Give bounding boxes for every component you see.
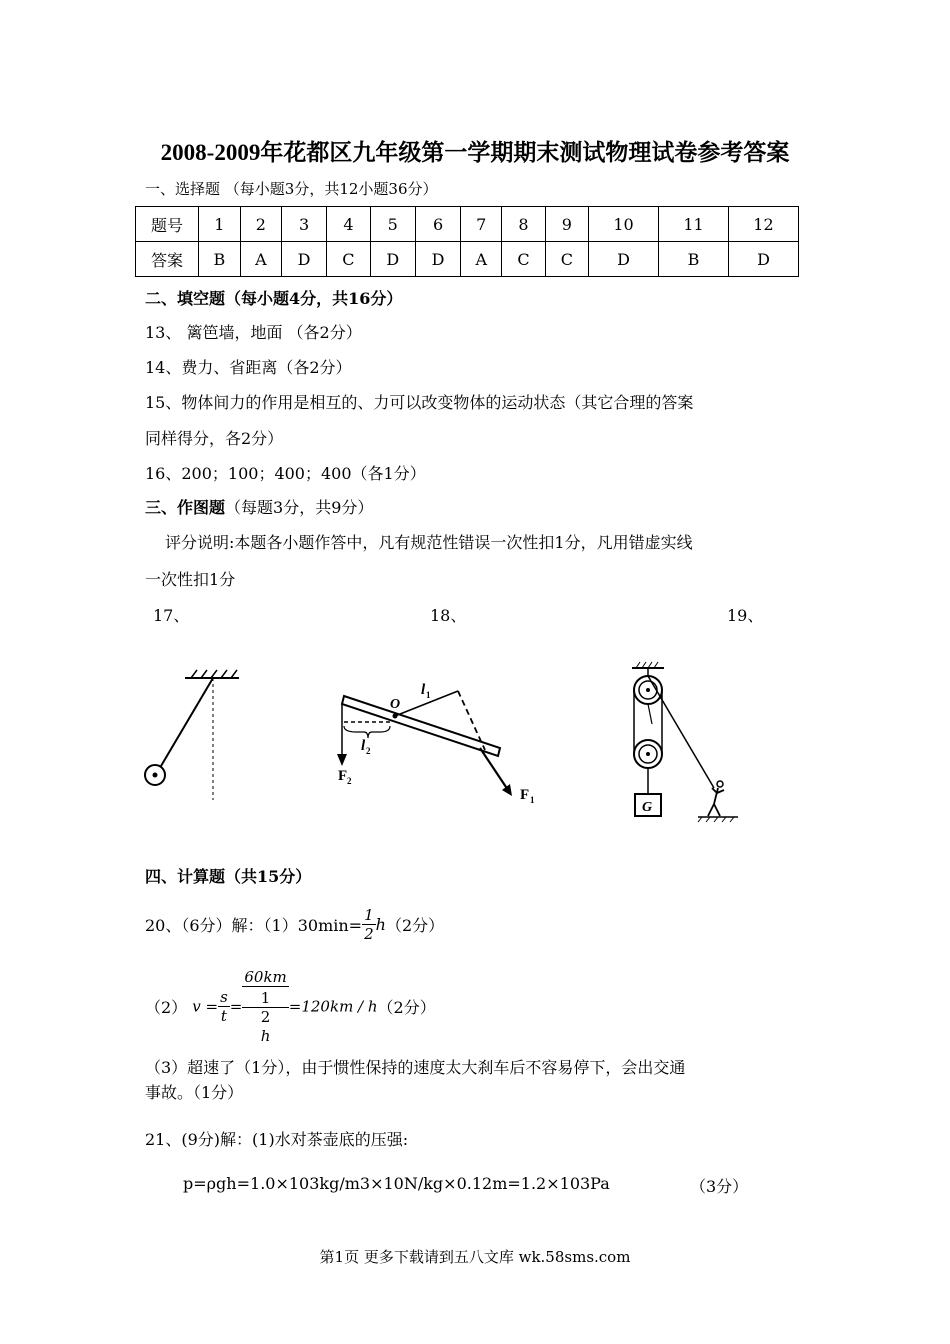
person-figure	[708, 788, 724, 816]
grading-note-line2: 一次性扣1分	[145, 570, 236, 589]
answer-20-prefix: 20、（6分）解：（1）30min=	[145, 916, 363, 935]
row-label-number: 题号	[136, 207, 199, 242]
page-title: 2008-2009年花都区九年级第一学期期末测试物理试卷参考答案	[160, 140, 790, 165]
person-head	[717, 781, 723, 787]
fraction-half	[242, 989, 288, 1026]
equals-sign: =	[229, 997, 243, 1016]
weight-label: G	[642, 800, 653, 815]
table-cell: D	[370, 242, 415, 277]
fraction-denominator: 2	[260, 1008, 271, 1026]
part2-suffix: （2分）	[377, 998, 436, 1017]
l1-label: l	[421, 682, 426, 698]
fraction-denominator-group	[242, 987, 288, 1045]
table-cell: B	[659, 242, 729, 277]
table-cell: D	[589, 242, 659, 277]
pivot-label: O	[390, 697, 401, 712]
section1-heading: 一、选择题 （每小题3分，共12小题36分）	[145, 180, 438, 198]
part2-prefix: （2）	[145, 998, 188, 1017]
row-label-answer: 答案	[136, 242, 199, 277]
section3-heading	[145, 495, 373, 518]
answer-14: 14、费力、省距离（各2分）	[145, 358, 352, 377]
l2-subscript: 2	[366, 746, 371, 756]
table-cell: 11	[659, 207, 729, 242]
answer-16: 16、200；100；400；400（各1分）	[145, 464, 426, 483]
unit-h: h	[375, 915, 386, 934]
table-cell: 9	[545, 207, 588, 242]
fraction-denominator: t	[220, 1007, 227, 1025]
fraction-half	[362, 906, 376, 943]
f1-label: F	[520, 787, 530, 803]
table-cell: 1	[199, 207, 241, 242]
answer-20-suffix: （2分）	[385, 916, 445, 935]
l1-subscript: 1	[426, 690, 431, 700]
table-cell: 5	[370, 207, 415, 242]
table-cell: 3	[281, 207, 326, 242]
fraction-distance-over-time	[242, 968, 288, 1045]
table-cell: A	[240, 242, 281, 277]
section3-heading-rest: （每题3分，共9分）	[225, 498, 374, 517]
fraction-numerator: s	[220, 988, 228, 1006]
table-row	[136, 207, 799, 242]
table-cell: D	[281, 242, 326, 277]
velocity-result: =120km / h	[288, 997, 378, 1016]
table-cell: 12	[728, 207, 798, 242]
page-footer: 第1页 更多下载请到五八文库 wk.58sms.com	[319, 1248, 631, 1266]
f2-subscript: 2	[347, 776, 352, 786]
answer-21: 21、(9分)解：(1)水对茶壶底的压强:	[145, 1130, 409, 1149]
figure-18-lever	[330, 668, 550, 808]
answer-13: 13、 篱笆墙，地面 （各2分）	[145, 323, 362, 342]
answer-20-part3-line1: （3）超速了（1分），由于惯性保持的速度太大刹车后不容易停下，会出交通	[145, 1058, 686, 1077]
table-cell: C	[545, 242, 588, 277]
velocity-symbol: v =	[192, 997, 219, 1016]
section2-heading: 二、填空题（每小题4分，共16分）	[145, 289, 403, 308]
fraction-denominator: 2	[364, 925, 374, 943]
table-cell: 8	[502, 207, 545, 242]
section3-heading-bold: 三、作图题	[145, 498, 226, 517]
answer-21-formula: p=ρgh=1.0×103kg/m3×10N/kg×0.12m=1.2×103Pa	[183, 1174, 610, 1193]
table-cell: C	[327, 242, 370, 277]
f2-label: F	[338, 768, 348, 784]
table-cell: C	[502, 242, 545, 277]
f1-subscript: 1	[530, 795, 535, 805]
answer-20-part3-line2: 事故。（1分）	[145, 1083, 244, 1102]
figure-19-label: 19、	[727, 606, 764, 625]
figure-18-label: 18、	[430, 606, 467, 625]
figure-19-pulley	[620, 660, 750, 825]
answer-15-line1: 15、物体间力的作用是相互的、力可以改变物体的运动状态（其它合理的答案	[145, 393, 694, 412]
table-cell: 2	[240, 207, 281, 242]
table-cell: A	[461, 242, 502, 277]
table-cell: 4	[327, 207, 370, 242]
table-cell: D	[728, 242, 798, 277]
table-cell: B	[199, 242, 241, 277]
table-cell: 6	[415, 207, 460, 242]
answer-21-score: （3分）	[690, 1177, 749, 1196]
l2-label: l	[361, 738, 366, 754]
table-cell: 7	[461, 207, 502, 242]
table-cell: D	[415, 242, 460, 277]
unit-h: h	[260, 1027, 271, 1045]
fraction-numerator: 1	[364, 906, 374, 924]
answer-20-part1	[145, 906, 444, 943]
figure-17-label: 17、	[153, 606, 190, 625]
answer-20-part2	[145, 968, 436, 1045]
table-cell: 10	[589, 207, 659, 242]
answer-15-line2: 同样得分，各2分）	[145, 429, 284, 448]
figure-17-pendulum	[135, 660, 255, 805]
fraction-numerator: 1	[242, 989, 288, 1008]
fraction-s-over-t	[218, 988, 230, 1025]
pull-rope	[648, 676, 714, 788]
table-row	[136, 242, 799, 277]
fraction-numerator: 60km	[244, 968, 287, 986]
l2-brace	[344, 726, 390, 738]
pendulum-string	[161, 678, 213, 766]
grading-note-line1: 评分说明:本题各小题作答中，凡有规范性错误一次性扣1分，凡用错虚实线	[165, 533, 693, 552]
answer-table	[135, 206, 799, 277]
section4-heading: 四、计算题（共15分）	[145, 867, 312, 886]
